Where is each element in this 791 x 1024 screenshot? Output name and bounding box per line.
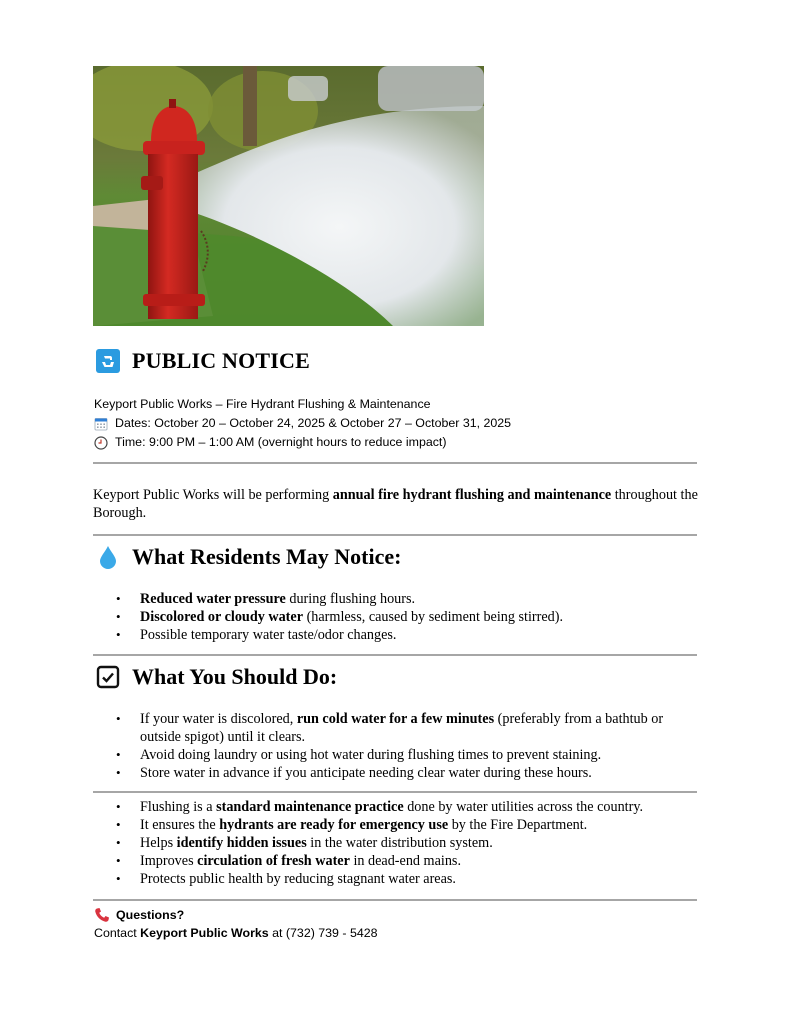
time-text: Time: 9:00 PM – 1:00 AM (overnight hours to reduce impact) [115,435,447,449]
divider [93,534,697,536]
page-title: PUBLIC NOTICE [132,348,311,373]
divider [93,654,697,656]
contact-line: Contact Keyport Public Works at (732) 739 - 5428 [94,926,378,940]
calendar-icon [94,417,108,431]
divider [93,791,697,793]
list-item: • Store water in advance if you anticipate needing clear water during these hours. [93,764,703,782]
questions-heading-row [94,906,378,924]
section-title: What Residents May Notice: [132,544,402,569]
divider [93,899,697,901]
checkbox-icon [96,665,120,689]
clock-icon [94,436,108,450]
list-item: • Possible temporary water taste/odor changes. [93,626,703,644]
intro-text: Keyport Public Works will be performing [93,487,333,503]
todo-section-heading [96,664,337,690]
intro-bold: annual fire hydrant flushing and maintenance [332,487,612,503]
questions-heading: Questions? [116,908,185,922]
list-item: • Reduced water pressure during flushing hours. [93,590,703,608]
list-item: • Avoid doing laundry or using hot water during flushing times to prevent staining. [93,746,703,764]
dates-text: Dates: October 20 – October 24, 2025 & October 27 – October 31, 2025 [115,416,512,430]
list-item: • Discolored or cloudy water (harmless, caused by sediment being stirred). [93,608,703,626]
intro-paragraph [93,486,703,522]
list-item: • Improves circulation of fresh water in dead-end mains. [93,852,703,870]
contact-phone[interactable]: (732) 739 - 5428 [285,926,378,940]
intro-suffix: throughout the Borough. [93,487,698,521]
why-list [93,798,703,888]
dates-row [94,414,511,433]
list-item: • Protects public health by reducing stagnant water areas. [93,870,703,888]
subtitle-text: Keyport Public Works – Fire Hydrant Flushing & Maintenance [94,397,431,411]
hydrant-flushing-photo [93,66,484,326]
notice-list [93,590,703,644]
divider [93,462,697,464]
todo-list [93,710,703,782]
section-title: What You Should Do: [132,664,338,689]
title-row [96,348,310,374]
notice-section-heading [96,544,401,570]
subtitle [94,395,511,414]
contact-block [94,906,378,942]
notice-meta [94,395,511,452]
list-item: • It ensures the hydrants are ready for emergency use by the Fire Department. [93,816,703,834]
water-drop-icon [96,545,120,569]
faucet-icon [96,349,120,373]
time-row [94,433,511,452]
contact-org: Keyport Public Works [140,926,269,940]
list-item: • Flushing is a standard maintenance practice done by water utilities across the country. [93,798,703,816]
phone-icon [94,907,110,923]
list-item: • If your water is discolored, run cold water for a few minutes (preferably from a bathtub or outside spigot) until it clears. [93,710,703,746]
list-item: • Helps identify hidden issues in the water distribution system. [93,834,703,852]
